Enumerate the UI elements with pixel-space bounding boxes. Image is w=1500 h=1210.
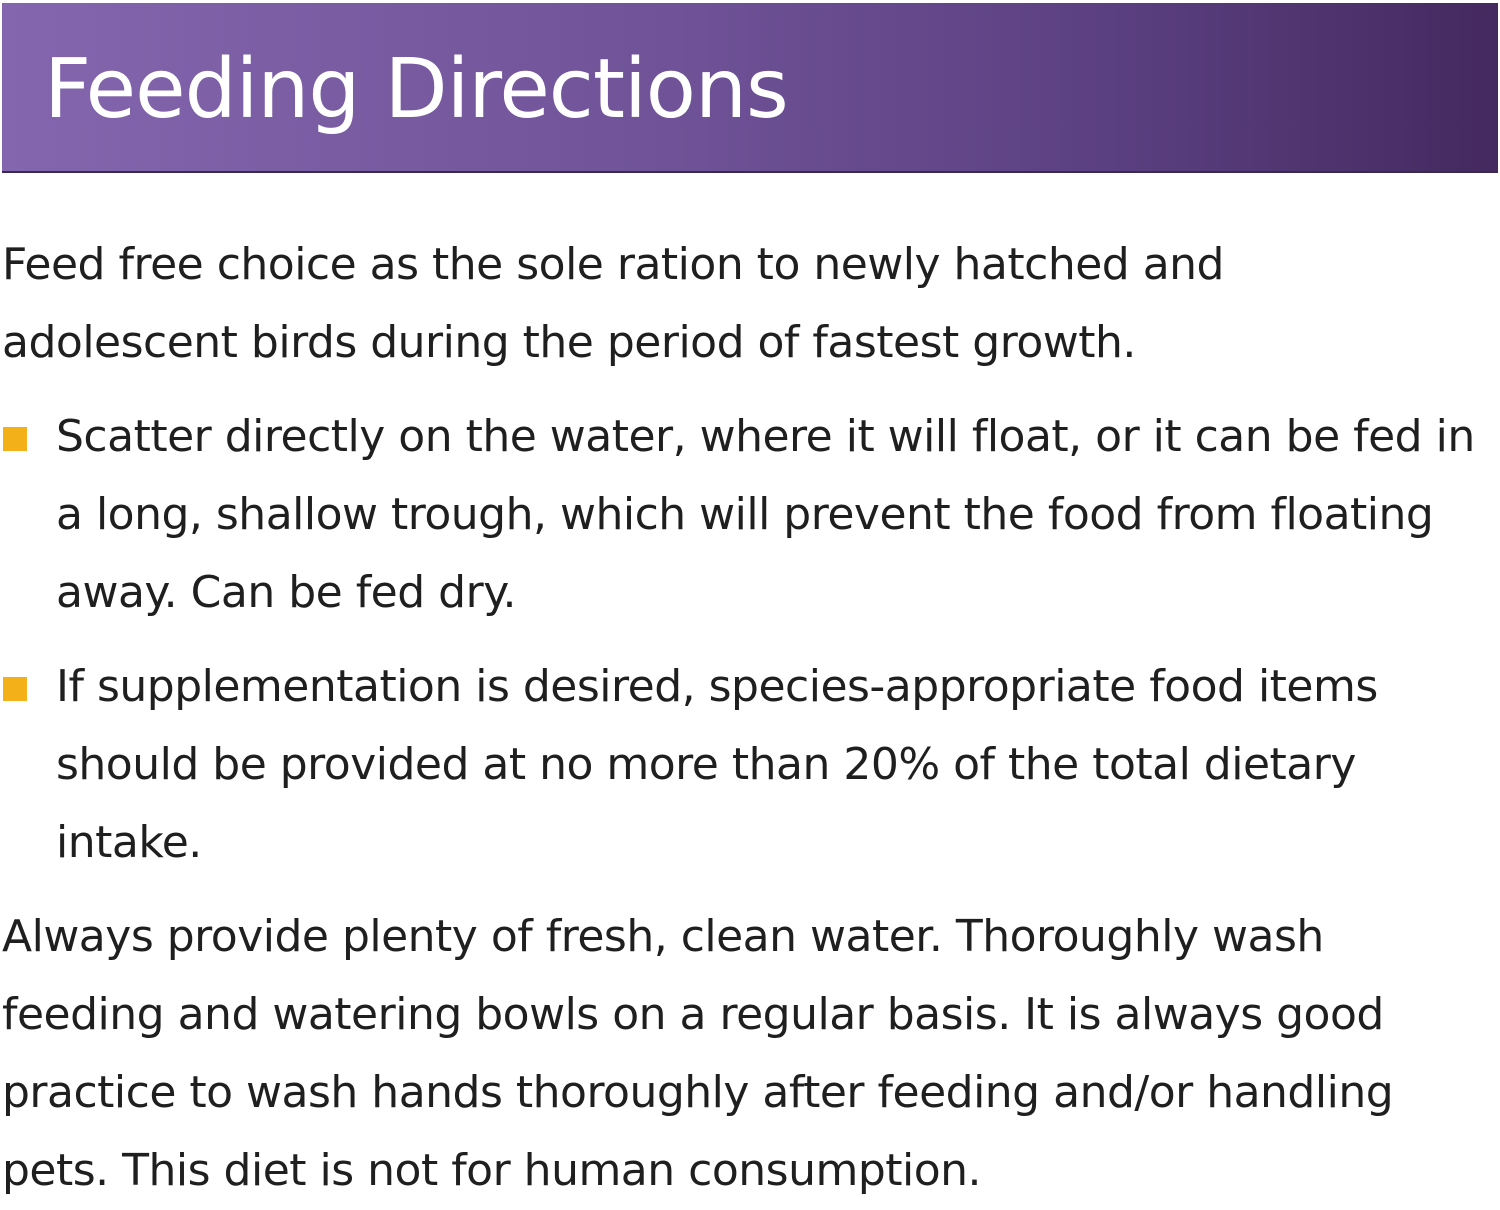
intro-paragraph: Feed free choice as the sole ration to newly hatched and adolescent birds during the period of fastest growth. (2, 239, 1224, 368)
page-title: Feeding Directions (44, 42, 788, 137)
bullet-item (0, 648, 1476, 882)
content-body (0, 226, 1500, 1210)
bullet-text: Scatter directly on the water, where it will float, or it can be fed in a long, shallow trough, which will prevent the food from floating away. Can be fed dry. (56, 411, 1475, 618)
square-bullet-icon (3, 677, 27, 701)
square-bullet-icon (3, 427, 27, 451)
bullet-list (0, 398, 1500, 882)
closing-paragraph: Always provide plenty of fresh, clean water. Thoroughly wash feeding and watering bowls on a regular basis. It is always good practice to wash hands thoroughly after feeding and/or handling pets. This diet is not for human consumption. (2, 911, 1394, 1196)
header-banner (2, 3, 1498, 173)
bullet-item (0, 398, 1476, 632)
bullet-text: If supplementation is desired, species-appropriate food items should be provided at no more than 20% of the total dietary intake. (56, 661, 1378, 868)
